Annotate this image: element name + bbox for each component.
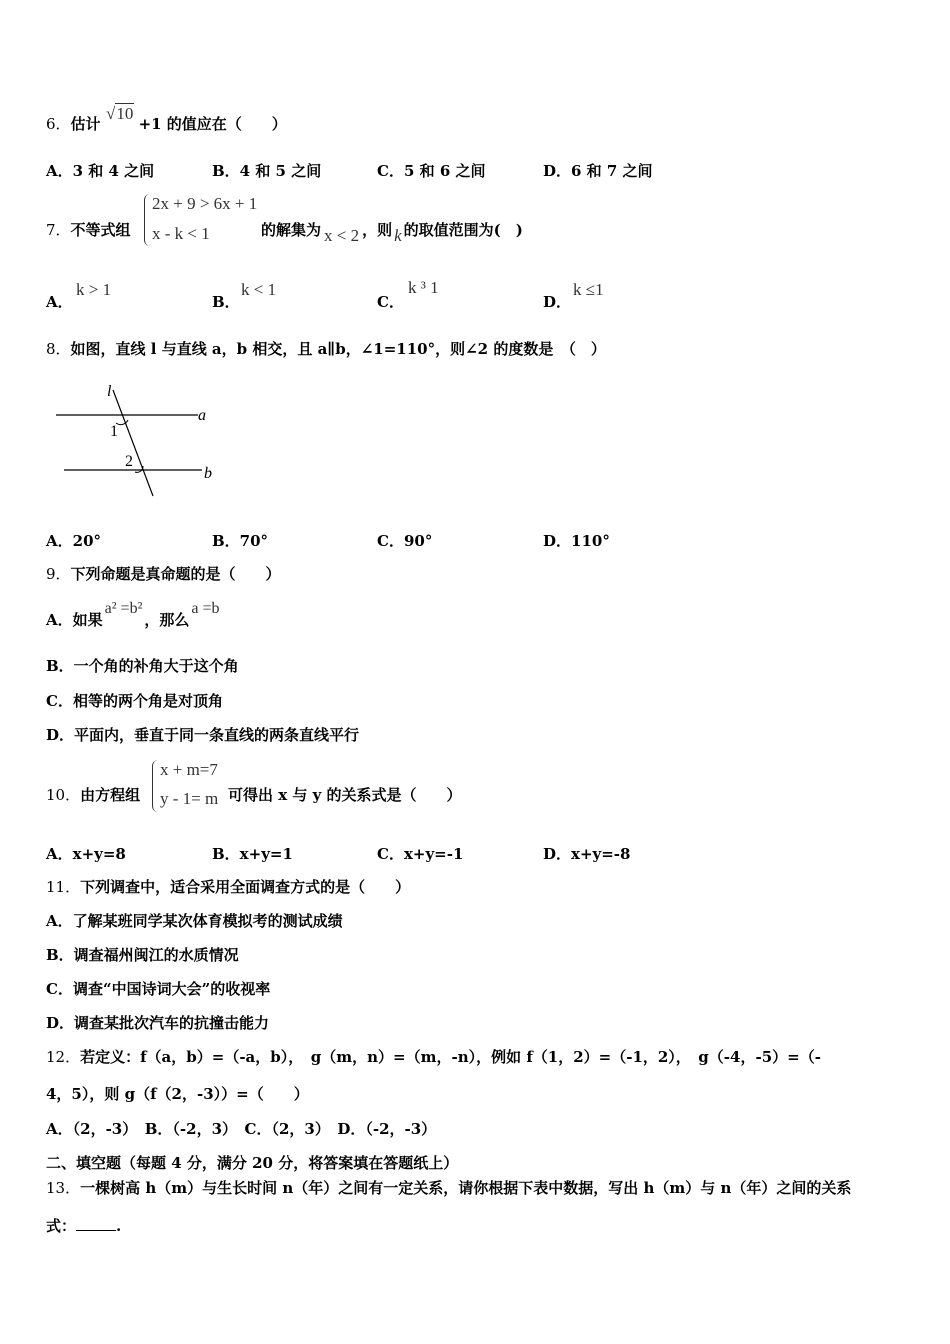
option-d: D．110° (543, 532, 610, 550)
question-13 (46, 1178, 851, 1198)
option-label: A． (46, 293, 73, 311)
sqrt-expression: √10 (106, 104, 134, 123)
option-c: C．5 和 6 之间 (377, 162, 486, 180)
question-text: +1 的值应在（ ） (138, 115, 287, 133)
brace-icon (144, 194, 151, 246)
option-label: D． (543, 293, 572, 311)
question-text: ，则 (362, 221, 393, 239)
option-math: k ≤1 (573, 280, 604, 299)
option-c: C．90° (377, 532, 433, 550)
question-text: 式： (46, 1217, 77, 1235)
question-12 (46, 1047, 821, 1067)
question-number: 13． (46, 1179, 81, 1197)
question-text: 的取值范围为( ) (403, 221, 523, 239)
option-b: B．70° (212, 532, 269, 550)
question-11 (46, 877, 410, 897)
option-a (46, 280, 112, 312)
option-b: B．4 和 5 之间 (212, 162, 322, 180)
question-number: 11． (46, 878, 81, 896)
question-8 (46, 339, 606, 359)
option-d (543, 280, 604, 312)
section-heading: 二、填空题（每题 4 分，满分 20 分，将答案填在答题纸上） (46, 1154, 459, 1172)
option-text: ，那么 (144, 611, 190, 629)
option-a: A．了解某班同学某次体育模拟考的测试成绩 (46, 912, 343, 930)
option-d: D．平面内，垂直于同一条直线的两条直线平行 (46, 726, 360, 744)
question-number: 6． (46, 115, 71, 133)
label-angle-2: 2 (125, 453, 133, 470)
equation-2: a =b (191, 600, 220, 617)
question-text: 如图，直线 l 与直线 a，b 相交，且 a∥b，∠1=110°，则∠2 的度数是 （ ） (70, 340, 606, 358)
option-label: B． (212, 293, 240, 311)
option-b: B．调查福州闽江的水质情况 (46, 946, 239, 964)
option-c: C．相等的两个角是对顶角 (46, 692, 223, 710)
option-c: C．x+y=-1 (377, 845, 464, 863)
option-label: C． (377, 293, 404, 311)
variable-k: k (394, 226, 402, 245)
option-d: D．调查某批次汽车的抗撞击能力 (46, 1014, 270, 1032)
question-text: 估计 (70, 115, 101, 133)
question-10 (46, 785, 140, 805)
option-a: A．20° (46, 532, 102, 550)
line-l (113, 390, 153, 496)
option-a: A．3 和 4 之间 (46, 162, 155, 180)
question-12-line-2: 4，5），则 g（f（2，-3））=（ ） (46, 1085, 309, 1103)
option-b: B．一个角的补角大于这个角 (46, 657, 239, 675)
brace-icon (152, 760, 159, 812)
parallel-lines-figure (52, 380, 227, 502)
radicand: 10 (116, 104, 134, 123)
question-13-line-2 (46, 1216, 121, 1236)
question-text: . (116, 1217, 122, 1235)
question-number: 12． (46, 1048, 81, 1066)
question-7-continued (261, 220, 523, 245)
option-a (46, 600, 220, 631)
solution-set: x < 2 (324, 226, 360, 245)
question-6 (46, 114, 287, 134)
question-text: 不等式组 (70, 221, 131, 239)
option-text: A．如果 (46, 611, 103, 629)
option-b: B．x+y=1 (212, 845, 293, 863)
option-c (377, 278, 439, 312)
question-text: 若定义：f（a，b）=（-a，b）， g（m，n）=（m，-n），例如 f（1，2）=（-1，2）， g（-4，-5）=（- (80, 1048, 821, 1066)
question-text: 下列命题是真命题的是（ ） (70, 565, 281, 583)
question-number: 9． (46, 565, 71, 583)
label-a: a (198, 407, 206, 424)
question-number: 8． (46, 340, 71, 358)
option-math: k < 1 (241, 280, 277, 299)
question-9 (46, 564, 281, 584)
question-text: 可得出 x 与 y 的关系式是（ ） (228, 786, 462, 804)
option-math: k ³ 1 (408, 278, 439, 297)
label-b: b (204, 465, 212, 482)
system-row-2: y - 1= m (160, 789, 219, 808)
option-d: D．6 和 7 之间 (543, 162, 653, 180)
system-row-1: x + m=7 (160, 760, 218, 779)
option-math: k > 1 (76, 280, 112, 299)
label-angle-1: 1 (110, 423, 118, 440)
equation-1: a² =b² (104, 600, 143, 617)
question-text: 下列调查中，适合采用全面调查方式的是（ ） (80, 878, 411, 896)
option-c: C．调查“中国诗词大会”的收视率 (46, 980, 271, 998)
question-7 (46, 220, 131, 240)
option-b (212, 280, 277, 312)
question-number: 7． (46, 221, 71, 239)
system-row-2: x - k < 1 (152, 224, 210, 243)
answer-blank[interactable] (76, 1230, 116, 1231)
question-text: 的解集为 (261, 221, 322, 239)
question-text: 一棵树高 h（m）与生长时间 n（年）之间有一定关系，请你根据下表中数据，写出 h（m）与 n（年）之间的关系 (80, 1179, 852, 1197)
system-row-1: 2x + 9 > 6x + 1 (152, 194, 258, 213)
question-number: 10． (46, 786, 81, 804)
question-12-options: A．（2，-3） B．（-2，3） C．（2，3） D．（-2，-3） (46, 1120, 437, 1138)
option-d: D．x+y=-8 (543, 845, 631, 863)
question-text: 由方程组 (80, 786, 141, 804)
label-l: l (107, 383, 112, 400)
option-a: A．x+y=8 (46, 845, 126, 863)
